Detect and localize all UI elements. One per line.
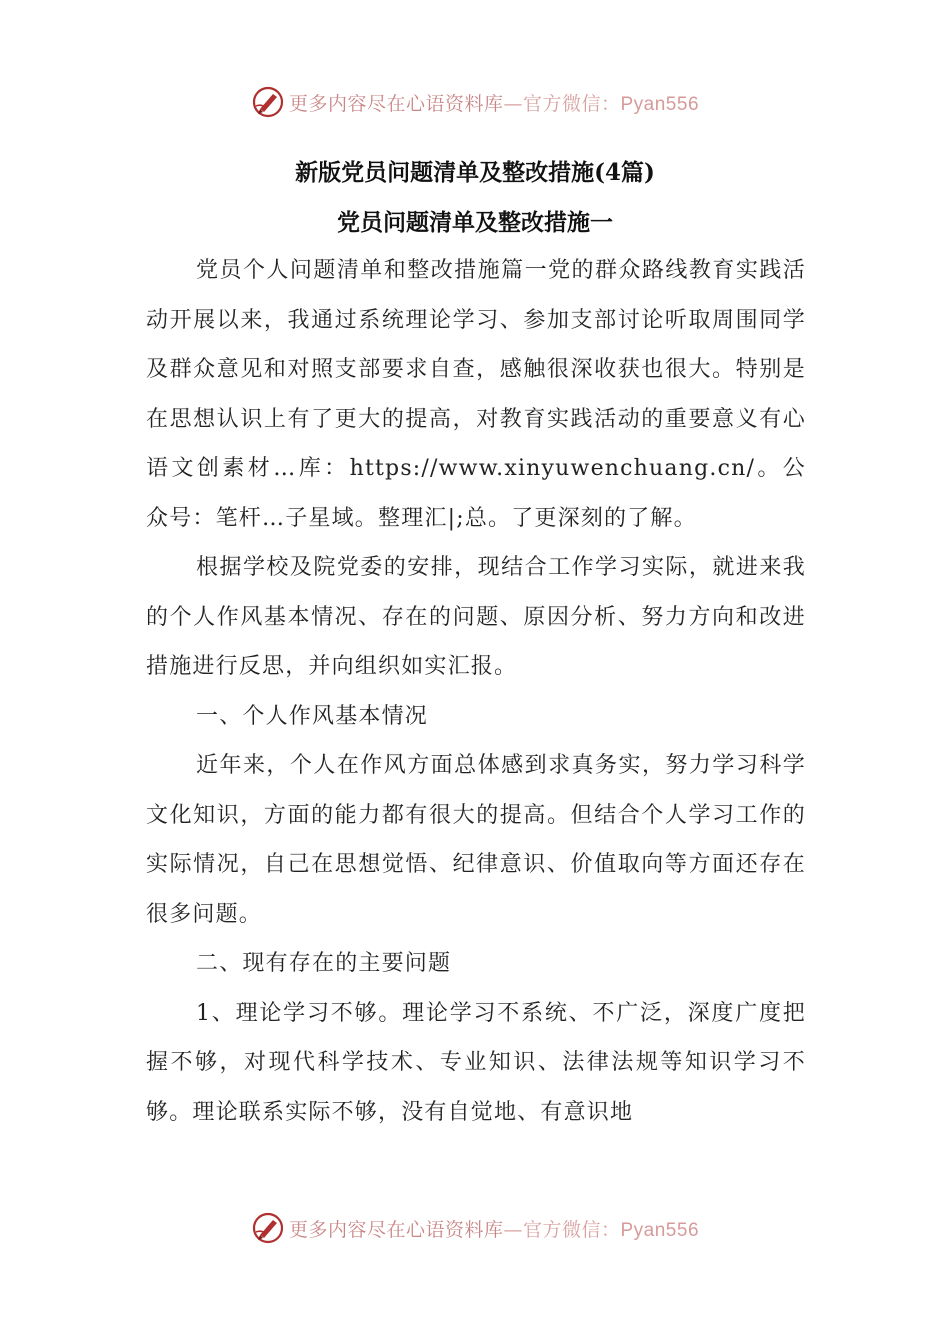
line: 人学习工作的实际情况，自己在思想觉悟、纪律意识、价 [146,802,806,877]
line: 识学习不够。理论联系实际不够，没有自觉地、有意识地 [146,1050,806,1125]
banner-brand: 更多内容尽在心语资料库 [288,1218,504,1241]
section-heading-1 [146,692,806,742]
line: 近年来，个人在作风方面总体感到求真务实，努力学 [196,753,736,778]
line: 根据学校及院党委的安排，现结合工作学习实际，就 [196,555,736,580]
line: www.xinyuwenchuang.cn/。公众号：笔杆…子星域。整理汇 [146,456,806,531]
line: |;总。了更深刻的了解。 [447,505,697,531]
line: 听取周围同学及群众意见和对照支部要求自查，感触很深 [146,307,806,382]
line: 育实践活动的重要意义有心语文创素材…库：https:// [146,406,806,481]
footer-banner [0,1208,950,1248]
pen-logo-icon [251,85,285,119]
banner-dash: — [503,1218,523,1241]
section-heading-2 [146,939,806,989]
line: 进来我的个人作风基本情况、存在的问题、原因分析、努 [146,555,806,630]
banner-wechat-id: Pyan556 [620,1219,700,1241]
banner-wechat-label: 官方微信： [522,1218,621,1241]
banner-content [251,1211,699,1245]
banner-wechat-id: Pyan556 [620,93,700,115]
line: 1、理论学习不够。理论学习不系统、不广泛，深度广 [196,1000,759,1026]
line: 度把握不够，对现代科学技术、专业知识、法律法规等知 [146,1000,806,1075]
paragraph-1 [146,246,806,543]
banner-text [289,89,699,116]
line: 实践活动开展以来，我通过系统理论学习、参加支部讨论 [146,258,806,333]
line: 二、现有存在的主要问题 [196,951,452,976]
document-subtitle: 党员问题清单及整改措施一 [337,209,613,236]
line: 值取向等方面还存在很多问题。 [146,852,806,927]
paragraph-4 [146,989,806,1138]
paragraph-2 [146,543,806,692]
line: 一、个人作风基本情况 [196,703,429,729]
line: 党员个人问题清单和整改措施篇一党的群众路线教育 [196,258,736,283]
document-title: 新版党员问题清单及整改措施(4篇) [295,159,655,186]
line: 习科学文化知识，方面的能力都有很大的提高。但结合个 [146,753,806,828]
pen-logo-icon [251,1211,285,1245]
banner-wechat-label: 官方微信： [522,92,621,115]
banner-content [251,85,699,119]
banner-brand: 更多内容尽在心语资料库 [288,92,504,115]
paragraph-3 [146,741,806,939]
header-banner [0,82,950,122]
banner-text [289,1215,699,1242]
line: 收获也很大。特别是在思想认识上有了更大的提高，对教 [146,357,806,432]
line: 力方向和改进措施进行反思，并向组织如实汇报。 [146,604,806,679]
document-body [146,246,806,1137]
banner-dash: — [503,92,523,115]
